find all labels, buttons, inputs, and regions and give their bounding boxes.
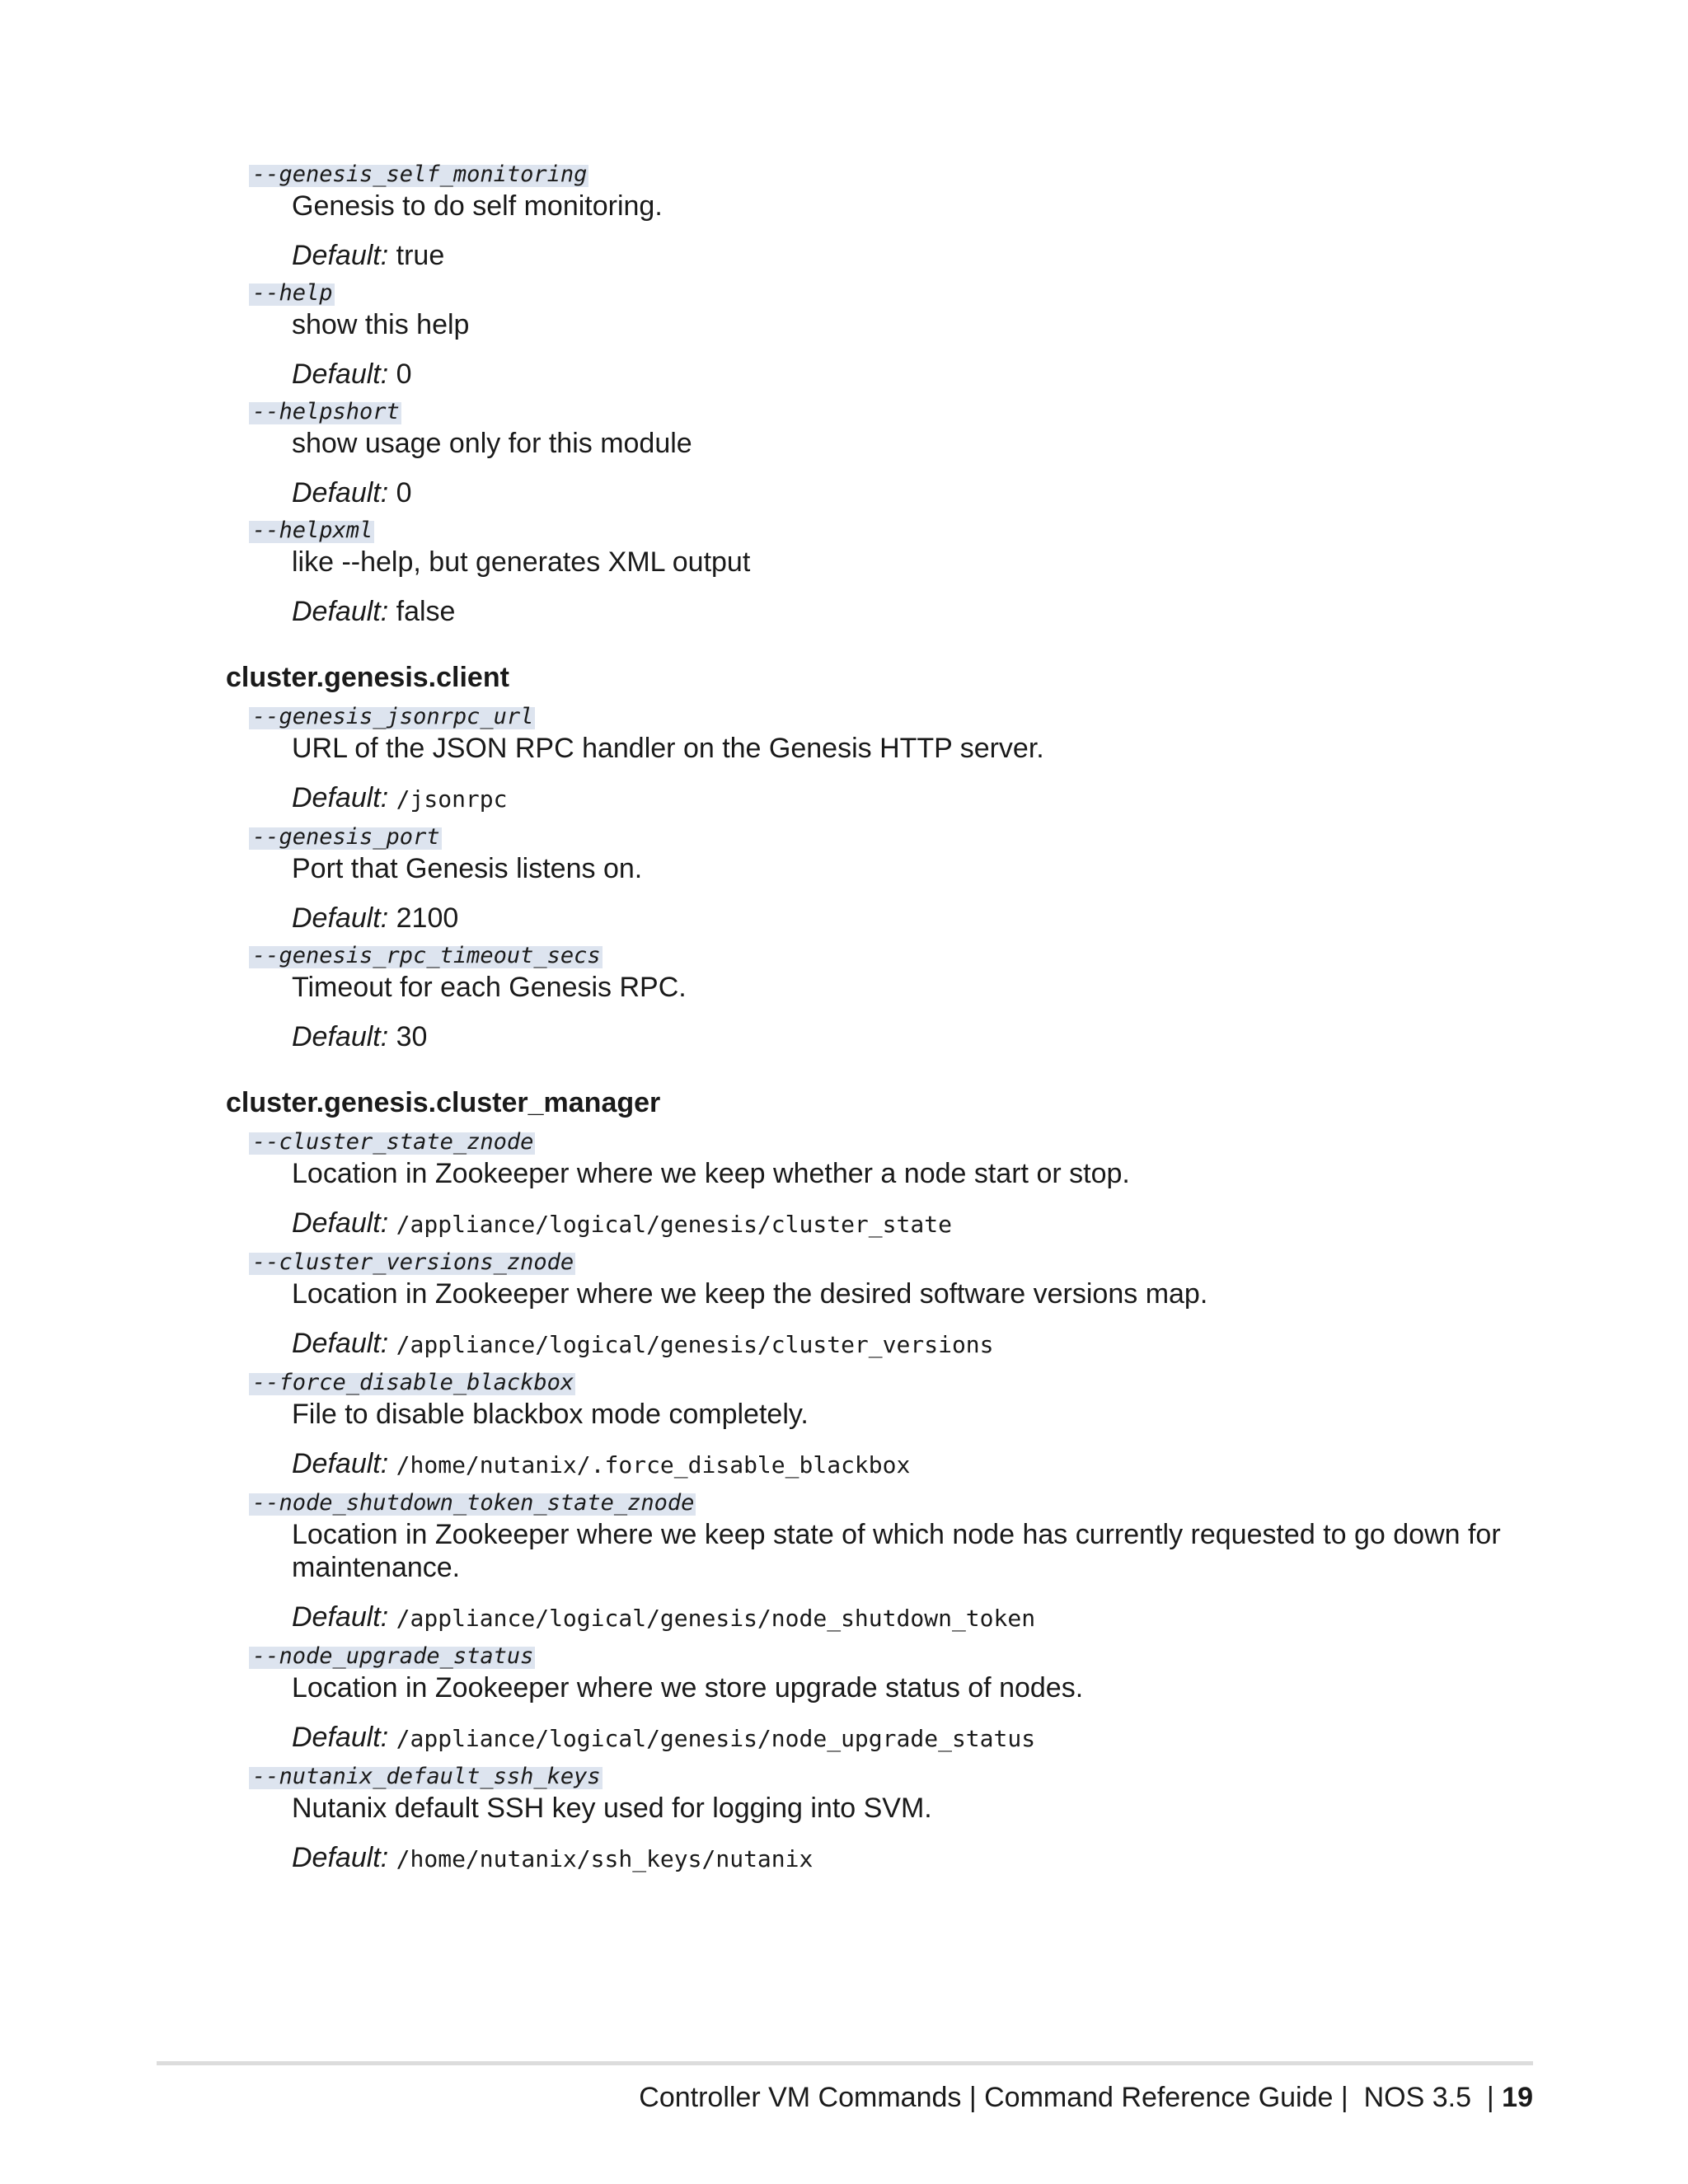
section-heading: cluster.genesis.cluster_manager — [226, 1087, 661, 1118]
default-value: 0 — [396, 477, 412, 509]
option-default — [292, 1447, 1688, 1482]
footer-divider — [157, 2061, 1533, 2065]
option-default — [292, 1841, 1688, 1876]
option-name: --cluster_versions_znode — [252, 1248, 574, 1277]
default-value: /home/nutanix/ssh_keys/nutanix — [396, 1845, 814, 1872]
option-name: --genesis_port — [252, 823, 440, 852]
page-footer — [639, 2080, 1533, 2115]
option-description: URL of the JSON RPC handler on the Genesis HTTP server. — [292, 733, 1044, 764]
default-value: 2100 — [396, 902, 459, 934]
option-name: --node_upgrade_status — [252, 1642, 533, 1671]
option-default — [292, 595, 1688, 628]
option-description: Port that Genesis listens on. — [292, 853, 643, 884]
option-entry — [252, 397, 1688, 509]
footer-text: Controller VM Commands | Command Reference Guide | NOS 3.5 | — [639, 2082, 1503, 2113]
option-default — [292, 239, 1688, 272]
default-label: Default: — [292, 1328, 389, 1359]
default-value: /jsonrpc — [396, 785, 508, 813]
option-name: --genesis_jsonrpc_url — [252, 702, 533, 732]
default-label: Default: — [292, 359, 389, 390]
option-entry — [252, 1248, 1688, 1361]
page-number: 19 — [1502, 2082, 1533, 2113]
default-value: 0 — [396, 359, 412, 390]
option-description: Location in Zookeeper where we keep the desired software versions map. — [292, 1278, 1208, 1310]
default-value: /appliance/logical/genesis/cluster_versions — [396, 1331, 994, 1358]
default-label: Default: — [292, 782, 389, 813]
default-value: /home/nutanix/.force_disable_blackbox — [396, 1451, 911, 1479]
option-default — [292, 902, 1688, 935]
option-entry — [252, 1488, 1688, 1635]
default-label: Default: — [292, 1842, 389, 1873]
option-default — [292, 1020, 1688, 1053]
option-default — [292, 1207, 1688, 1241]
option-default — [292, 1601, 1688, 1635]
default-label: Default: — [292, 1207, 389, 1239]
section-heading: cluster.genesis.client — [226, 662, 509, 693]
option-description: Genesis to do self monitoring. — [292, 190, 663, 222]
option-entry — [252, 279, 1688, 391]
default-value: true — [396, 240, 445, 271]
option-name: --helpxml — [252, 516, 373, 546]
option-description: Nutanix default SSH key used for logging into SVM. — [292, 1793, 932, 1824]
default-value: /appliance/logical/genesis/cluster_state — [396, 1211, 952, 1238]
option-description: show usage only for this module — [292, 428, 692, 459]
default-label: Default: — [292, 596, 389, 627]
option-entry — [252, 1368, 1688, 1482]
default-label: Default: — [292, 477, 389, 509]
default-label: Default: — [292, 1448, 389, 1479]
option-name: --help — [252, 279, 333, 308]
option-description: Timeout for each Genesis RPC. — [292, 972, 687, 1003]
option-default — [292, 1327, 1688, 1361]
option-entry — [252, 702, 1688, 816]
default-value: /appliance/logical/genesis/node_upgrade_status — [396, 1725, 1036, 1752]
default-label: Default: — [292, 1021, 389, 1052]
option-entry — [252, 823, 1688, 935]
option-description: Location in Zookeeper where we keep whether a node start or stop. — [292, 1158, 1130, 1189]
option-default — [292, 781, 1688, 816]
option-entry — [252, 941, 1688, 1053]
option-entry — [252, 1642, 1688, 1755]
option-default — [292, 358, 1688, 391]
option-default — [292, 1721, 1688, 1755]
default-value: 30 — [396, 1021, 428, 1052]
option-default — [292, 476, 1688, 509]
option-name: --helpshort — [252, 397, 400, 427]
default-label: Default: — [292, 1722, 389, 1753]
default-label: Default: — [292, 240, 389, 271]
default-label: Default: — [292, 902, 389, 934]
default-value: false — [396, 596, 456, 627]
default-label: Default: — [292, 1601, 389, 1633]
option-name: --force_disable_blackbox — [252, 1368, 574, 1398]
option-name: --genesis_self_monitoring — [252, 160, 587, 190]
option-description: Location in Zookeeper where we store upgrade status of nodes. — [292, 1672, 1084, 1704]
option-entry — [252, 516, 1688, 628]
option-name: --genesis_rpc_timeout_secs — [252, 941, 601, 971]
option-description: File to disable blackbox mode completely. — [292, 1399, 809, 1430]
option-name: --node_shutdown_token_state_znode — [252, 1488, 694, 1518]
option-name: --cluster_state_znode — [252, 1127, 533, 1157]
default-value: /appliance/logical/genesis/node_shutdown_token — [396, 1605, 1036, 1632]
option-description: Location in Zookeeper where we keep state of which node has currently requested to go down for maintenance. — [292, 1519, 1501, 1583]
option-description: show this help — [292, 309, 470, 340]
option-entry — [252, 1762, 1688, 1876]
option-entry — [252, 1127, 1688, 1241]
option-description: like --help, but generates XML output — [292, 546, 751, 578]
option-name: --nutanix_default_ssh_keys — [252, 1762, 601, 1792]
option-entry — [252, 160, 1688, 272]
